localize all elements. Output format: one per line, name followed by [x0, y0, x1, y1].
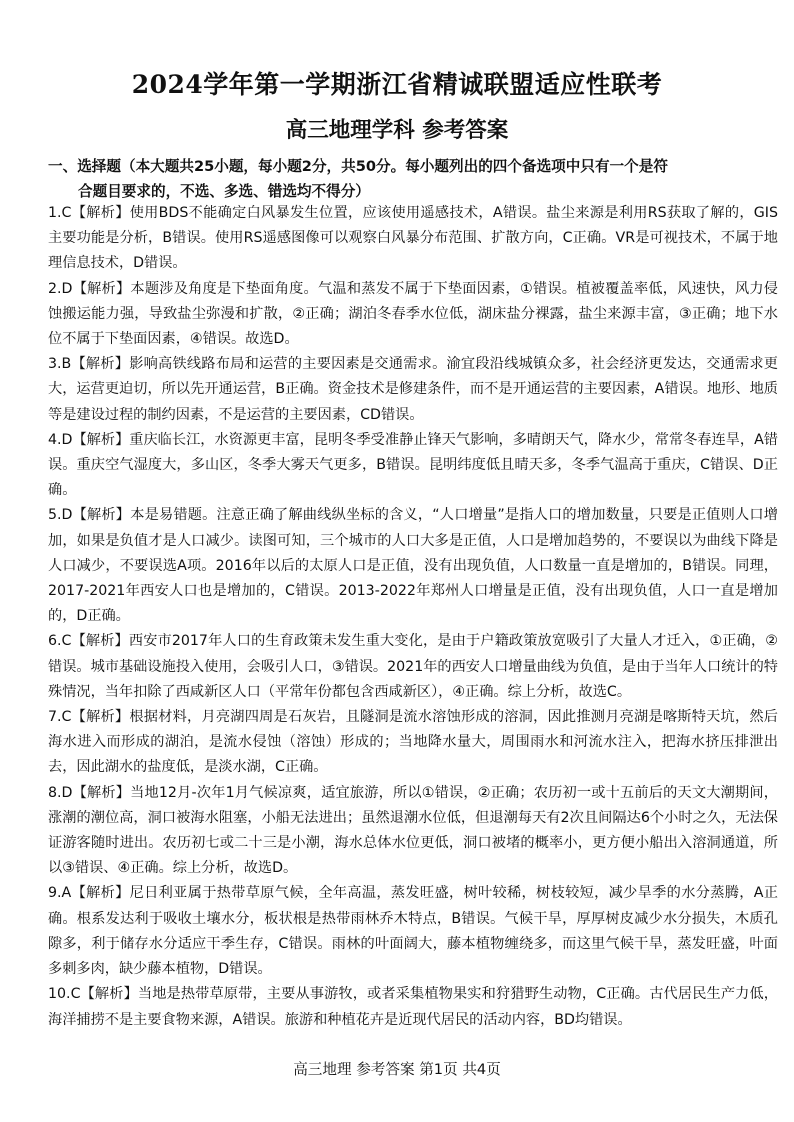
- answer-item: 1.C【解析】使用BDS不能确定白风暴发生位置，应该使用遥感技术，A错误。盐尘来源是利用RS获取了解的，GIS主要功能是分析，B错误。使用RS遥感图像可以观察白风暴分布范围、扩散方向，C正确。VR是可视技术，不属于地理信息技术，D错误。: [48, 205, 778, 272]
- section-heading: [48, 154, 778, 204]
- section-heading-line1: 一、选择题（本大题共25小题，每小题2分，共50分。每小题列出的四个备选项中只有一个是符: [48, 158, 668, 175]
- answer-item: 8.D【解析】当地12月-次年1月气候凉爽，适宜旅游，所以①错误，②正确；农历初一或十五前后的天文大潮期间，涨潮的潮位高，洞口被海水阻塞，小船无法进出；虽然退潮水位低，但退潮每天有2次且间隔达6个小时之久，无法保证游客随时进出。农历初七或二十三是小潮，海水总体水位更低，洞口被堵的概率小，更方便小船出入溶洞通道，所以③错误、④正确。综上分析，故选D。: [48, 784, 778, 877]
- answer-item: 6.C【解析】西安市2017年人口的生育政策未发生重大变化，是由于户籍政策放宽吸引了大量人才迁入，①正确，②错误。城市基础设施投入使用，会吸引人口，③错误。2021年的西安人口增量曲线为负值，是由于当年人口统计的特殊情况，当年扣除了西咸新区人口（平常年份都包含西咸新区），④正确。综上分析，故选C。: [48, 633, 778, 700]
- section-heading-line2: 合题目要求的，不选、多选、错选均不得分）: [78, 183, 370, 200]
- answer-item: 2.D【解析】本题涉及角度是下垫面角度。气温和蒸发不属于下垫面因素，①错误。植被覆盖率低，风速快，风力侵蚀搬运能力强，导致盐尘弥漫和扩散，②正确；湖泊冬春季水位低，湖床盐分裸露，盐尘来源丰富，③正确；地下水位不属于下垫面因素，④错误。故选D。: [48, 280, 778, 348]
- answer-item: 4.D【解析】重庆临长江，水资源更丰富，昆明冬季受准静止锋天气影响，多晴朗天气，降水少，常常冬春连旱，A错误。重庆空气湿度大，多山区，冬季大雾天气更多，B错误。昆明纬度低且晴天多，冬季气温高于重庆，C错误、D正确。: [48, 431, 778, 499]
- answer-item: 3.B【解析】影响高铁线路布局和运营的主要因素是交通需求。渝宜段沿线城镇众多，社会经济更发达，交通需求更大，运营更迫切，所以先开通运营，B正确。资金技术是修建条件，而不是开通运营的主要因素，A错误。地形、地质等是建设过程的制约因素，不是运营的主要因素，CD错误。: [48, 356, 778, 423]
- answer-item: 7.C【解析】根据材料，月亮湖四周是石灰岩，且隧洞是流水溶蚀形成的溶洞，因此推测月亮湖是喀斯特天坑，然后海水进入而形成的湖泊，是流水侵蚀（溶蚀）形成的；当地降水量大，周围雨水和河流水注入，把海水挤压排泄出去，因此湖水的盐度低，是淡水湖，C正确。: [48, 709, 778, 776]
- answer-item: 10.C【解析】当地是热带草原带，主要从事游牧，或者采集植物果实和狩猎野生动物，C正确。古代居民生产力低，海洋捕捞不是主要食物来源，A错误。旅游和种植花卉是近现代居民的活动内容，BD均错误。: [48, 986, 778, 1028]
- document-title: 2024学年第一学期浙江省精诚联盟适应性联考: [131, 70, 663, 99]
- answer-list: [48, 201, 778, 1033]
- answer-item: 9.A【解析】尼日利亚属于热带草原气候，全年高温，蒸发旺盛，树叶较稀，树枝较短，减少旱季的水分蒸腾，A正确。根系发达利于吸收土壤水分，板状根是热带雨林乔木特点，B错误。气候干旱，厚厚树皮减少水分损失，木质孔隙多，利于储存水分适应干季生存，C错误。雨林的叶面阔大，藤本植物缠绕多，而这里气候干旱，蒸发旺盛，叶面多刺多肉，缺少藤本植物，D错误。: [48, 885, 778, 978]
- document-subtitle: 高三地理学科 参考答案: [285, 118, 509, 143]
- page-footer: 高三地理 参考答案 第1页 共4页: [293, 1061, 501, 1078]
- answer-item: 5.D【解析】本是易错题。注意正确了解曲线纵坐标的含义，“人口增量”是指人口的增加数量，只要是正值则人口增加，如果是负值才是人口减少。读图可知，三个城市的人口大多是正值，人口是增加趋势的，不要误以为曲线下降是人口减少，不要误选A项。2016年以后的太原人口是正值，没有出现负值，人口数量一直是增加的，B错误。同理，2017-2021年西安人口也是增加的，C错误。2013-2022年郑州人口增量是正值，没有出现负值，人口一直是增加的，D正确。: [48, 507, 778, 625]
